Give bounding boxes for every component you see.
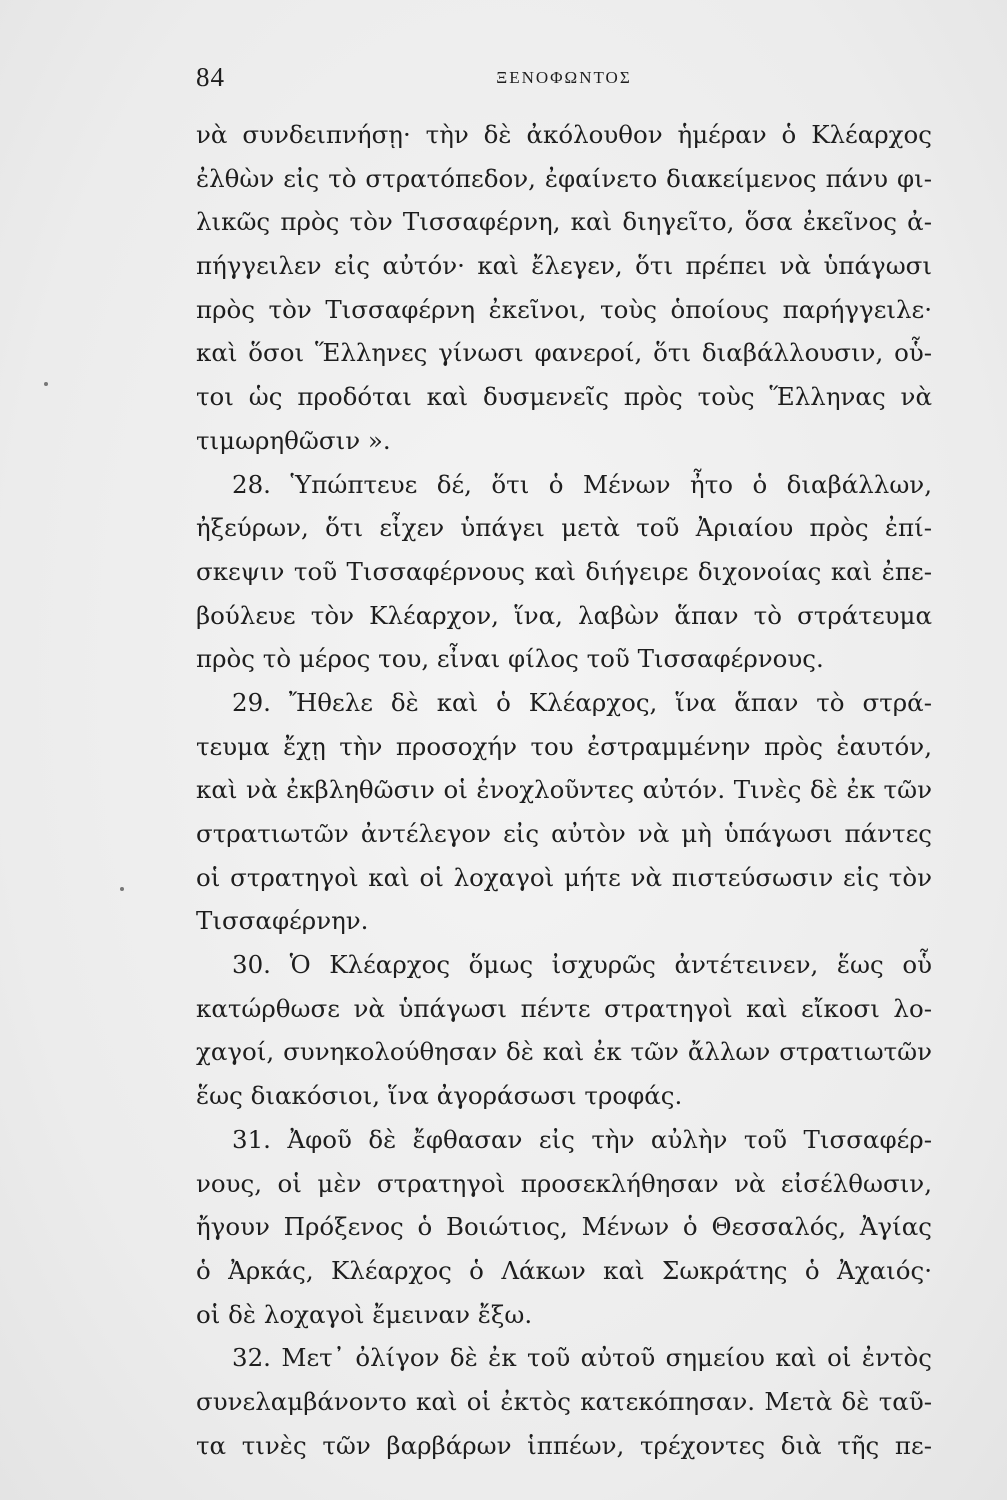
paragraph-start-29: 29. Ἤθελε δὲ καὶ ὁ Κλέαρχος, ἵνα ἅπαν τὸ στρά-	[232, 687, 932, 717]
text-line: καὶ νὰ ἐκβληθῶσιν οἱ ἐνοχλοῦντες αὐτόν. Τινὲς δὲ ἐκ τῶν	[196, 775, 932, 805]
paper-speck	[120, 887, 124, 891]
text-line: χαγοί, συνηκολούθησαν δὲ καὶ ἐκ τῶν ἄλλων στρατιωτῶν	[196, 1037, 932, 1067]
text-line: τοι ὡς προδόται καὶ δυσμενεῖς πρὸς τοὺς Ἕλληνας νὰ	[196, 382, 932, 412]
text-line: πήγγειλεν εἰς αὐτόν· καὶ ἔλεγεν, ὅτι πρέπει νὰ ὑπάγωσι	[196, 251, 932, 281]
page-header	[196, 62, 932, 102]
text-line: τευμα ἔχῃ τὴν προσοχήν του ἐστραμμένην πρὸς ἑαυτόν,	[196, 731, 932, 761]
text-line: Τισσαφέρνην.	[196, 906, 369, 936]
running-title: ΞΕΝΟΦΩΝΤΟΣ	[496, 68, 632, 87]
paragraph-start-28: 28. Ὑπώπτευε δέ, ὅτι ὁ Μένων ἦτο ὁ διαβάλλων,	[232, 469, 932, 499]
text-line: ἤγουν Πρόξενος ὁ Βοιώτιος, Μένων ὁ Θεσσαλός, Ἀγίας	[196, 1212, 932, 1242]
paragraph-start-32: 32. Μετ᾽ ὀλίγον δὲ ἐκ τοῦ αὐτοῦ σημείου καὶ οἱ ἐντὸς	[232, 1343, 932, 1373]
text-line: νους, οἱ μὲν στρατηγοὶ προσεκλήθησαν νὰ εἰσέλθωσιν,	[196, 1168, 932, 1198]
text-line: ἕως διακόσιοι, ἵνα ἀγοράσωσι τροφάς.	[196, 1081, 683, 1111]
text-line: ἐλθὼν εἰς τὸ στρατόπεδον, ἐφαίνετο διακείμενος πάνυ φι-	[196, 163, 932, 193]
paragraph-start-30: 30. Ὁ Κλέαρχος ὅμως ἰσχυρῶς ἀντέτεινεν, ἕως οὗ	[232, 950, 932, 980]
text-line: συνελαμβάνοντο καὶ οἱ ἐκτὸς κατεκόπησαν. Μετὰ δὲ ταῦ-	[196, 1386, 932, 1416]
text-line: ἠξεύρων, ὅτι εἶχεν ὑπάγει μετὰ τοῦ Ἀριαίου πρὸς ἐπί-	[196, 513, 932, 543]
text-line: βούλευε τὸν Κλέαρχον, ἵνα, λαβὼν ἅπαν τὸ στράτευμα	[196, 600, 932, 630]
text-line: πρὸς τὸ μέρος του, εἶναι φίλος τοῦ Τισσαφέρνους.	[196, 644, 824, 674]
text-line: τα τινὲς τῶν βαρβάρων ἱππέων, τρέχοντες διὰ τῆς πε-	[196, 1430, 932, 1460]
text-line: λικῶς πρὸς τὸν Τισσαφέρνη, καὶ διηγεῖτο, ὅσα ἐκεῖνος ἀ-	[196, 207, 932, 237]
text-line: ὁ Ἀρκάς, Κλέαρχος ὁ Λάκων καὶ Σωκράτης ὁ Ἀχαιός·	[196, 1255, 932, 1285]
text-line: πρὸς τὸν Τισσαφέρνη ἐκεῖνοι, τοὺς ὁποίους παρήγγειλε·	[196, 294, 932, 324]
page-number: 84	[196, 62, 225, 92]
text-line: στρατιωτῶν ἀντέλεγον εἰς αὐτὸν νὰ μὴ ὑπάγωσι πάντες	[196, 819, 932, 848]
paragraph-start-31: 31. Ἀφοῦ δὲ ἔφθασαν εἰς τὴν αὐλὴν τοῦ Τισσαφέρ-	[232, 1124, 932, 1154]
text-line: σκεψιν τοῦ Τισσαφέρνους καὶ διήγειρε διχονοίας καὶ ἐπε-	[196, 556, 932, 586]
paper-speck	[44, 382, 48, 386]
text-line: νὰ συνδειπνήσῃ· τὴν δὲ ἀκόλουθον ἡμέραν ὁ Κλέαρχος	[196, 120, 932, 149]
text-line: τιμωρηθῶσιν ».	[196, 425, 391, 455]
text-line: κατώρθωσε νὰ ὑπάγωσι πέντε στρατηγοὶ καὶ εἴκοσι λο-	[196, 993, 932, 1023]
text-line: καὶ ὅσοι Ἕλληνες γίνωσι φανεροί, ὅτι διαβάλλουσιν, οὗ-	[196, 338, 932, 368]
text-line: οἱ στρατηγοὶ καὶ οἱ λοχαγοὶ μήτε νὰ πιστεύσωσιν εἰς τὸν	[196, 862, 932, 892]
page-body-text	[196, 113, 932, 1467]
text-line: οἱ δὲ λοχαγοὶ ἔμειναν ἔξω.	[196, 1299, 533, 1329]
